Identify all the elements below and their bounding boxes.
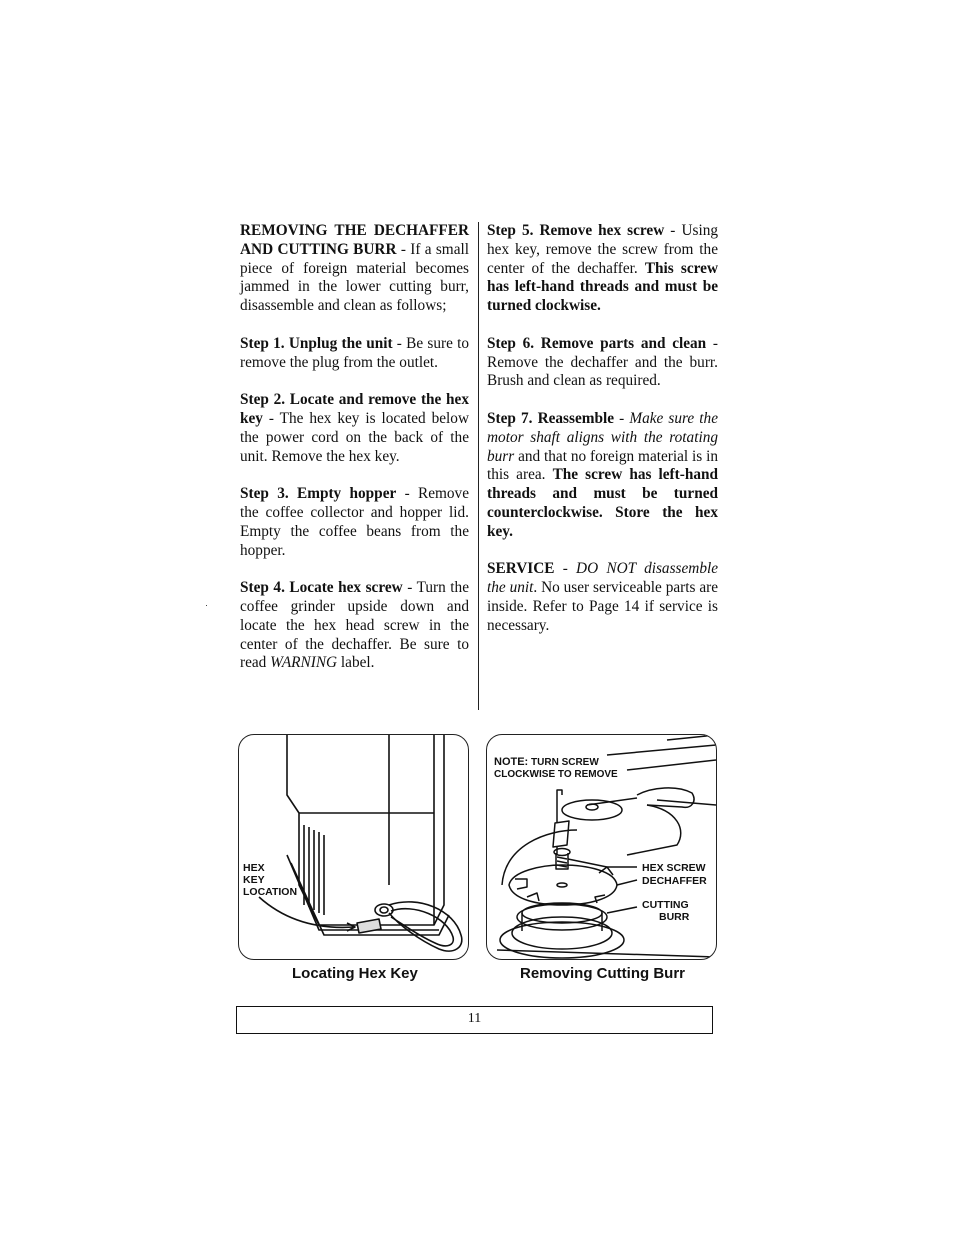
note-label <box>494 756 618 781</box>
hex-label-line-1: HEX <box>243 862 265 874</box>
step-3-paragraph <box>240 485 469 560</box>
hex-label-line-2: KEY <box>243 874 265 886</box>
dechaffer-label: DECHAFFER <box>642 875 707 887</box>
step-7-note: The screw has left-hand threads and must be turned counterclockwise. Store the hex key. <box>487 466 718 540</box>
note-rest: TURN SCREW <box>528 757 599 768</box>
column-divider <box>478 222 479 710</box>
step-7-text: and that no foreign material is in this area. <box>487 447 718 484</box>
step-2-heading: Step 2. Locate and remove the hex key <box>240 391 469 427</box>
intro-paragraph <box>240 222 469 316</box>
step-3-text: - Remove the coffee collector and hopper lid. Empty the coffee beans from the hopper. <box>240 485 469 559</box>
service-sep: - <box>554 560 577 578</box>
step-5-text: - Using hex key, remove the screw from the center of the dechaffer. <box>487 222 718 277</box>
step-7-paragraph <box>487 410 718 542</box>
warning-word: WARNING <box>270 654 338 672</box>
intro-heading: REMOVING THE DECHAFFER AND CUTTING BURR <box>240 222 469 258</box>
step-4-text: - Turn the coffee grinder upside down and locate the hex head screw in the center of the dechaffer. Be sure to read <box>240 579 469 672</box>
step-1-heading: Step 1. Unplug the unit <box>240 334 393 352</box>
step-1-paragraph <box>240 335 469 373</box>
step-5-note: This screw has left-hand threads and must be turned clockwise. <box>487 259 718 315</box>
step-1-text: - Be sure to remove the plug from the outlet. <box>240 334 469 371</box>
step-6-heading: Step 6. Remove parts and clean <box>487 334 707 352</box>
service-heading: SERVICE <box>487 560 555 578</box>
step-4-tail: label. <box>337 654 375 672</box>
step-3-heading: Step 3. Empty hopper <box>240 485 397 503</box>
cutting-burr-figure <box>486 734 717 960</box>
note-bold: NOTE: <box>494 756 529 768</box>
margin-dot <box>206 605 207 606</box>
hex-key-location-label <box>243 862 297 898</box>
service-text: . No user serviceable parts are inside. Refer to Page 14 if service is necessary. <box>487 579 718 634</box>
right-figure-caption: Removing Cutting Burr <box>520 965 685 982</box>
step-4-heading: Step 4. Locate hex screw <box>240 579 403 597</box>
left-figure-caption: Locating Hex Key <box>292 965 418 982</box>
step-7-heading: Step 7. Reassemble <box>487 409 615 427</box>
step-5-heading: Step 5. Remove hex screw <box>487 222 665 239</box>
step-2-text: - The hex key is located below the power cord on the back of the unit. Remove the hex key. <box>240 409 469 465</box>
intro-text: - If a small piece of foreign material becomes jammed in the lower cutting burr, disassemble and clean as follows; <box>240 240 469 315</box>
step-6-text: - Remove the dechaffer and the burr. Brush and clean as required. <box>487 334 718 390</box>
step-7-italic: Make sure the motor shaft aligns with the rotating burr <box>487 409 718 465</box>
burr-label: BURR <box>659 911 690 923</box>
hex-key-figure <box>238 734 469 960</box>
step-4-paragraph <box>240 579 469 673</box>
hex-screw-label: HEX SCREW <box>642 862 706 874</box>
hex-label-line-3: LOCATION <box>243 886 298 898</box>
step-7-sep: - <box>614 409 630 427</box>
grinder-back-illustration <box>239 735 468 959</box>
step-2-paragraph <box>240 391 469 466</box>
service-italic: DO NOT disassemble the unit <box>487 560 719 597</box>
cutting-label: CUTTING <box>642 899 689 911</box>
page-number: 11 <box>467 1011 482 1026</box>
note-line-2: CLOCKWISE TO REMOVE <box>494 769 618 780</box>
step-6-paragraph <box>487 335 718 391</box>
left-column <box>240 222 469 692</box>
page-number-box <box>236 1006 713 1034</box>
right-column <box>487 222 718 654</box>
service-paragraph <box>487 560 718 635</box>
step-5-paragraph <box>487 222 718 316</box>
